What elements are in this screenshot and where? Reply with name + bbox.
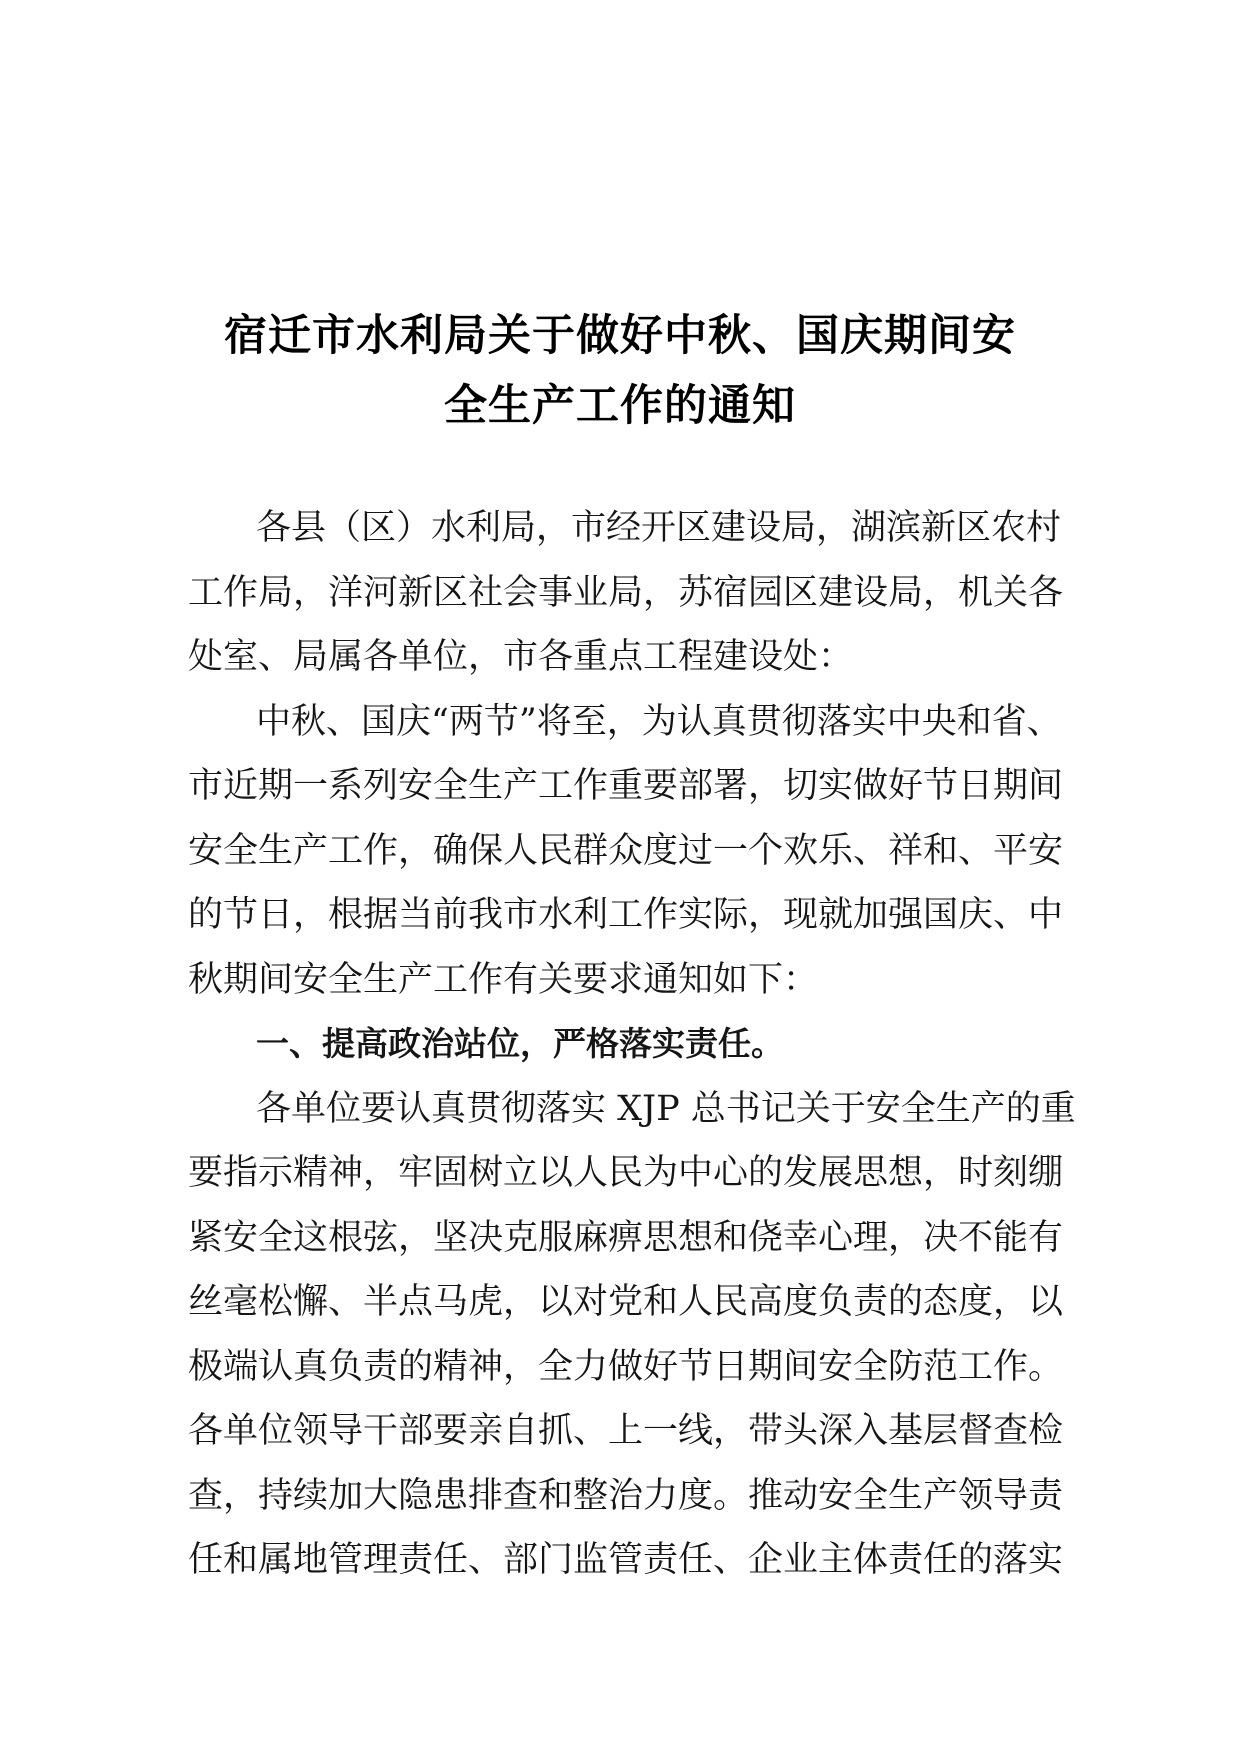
section-paragraph-line: 查，持续加大隐患排查和整治力度。推动安全生产领导责 [188, 1475, 1064, 1516]
salutation-line: 工作局，洋河新区社会事业局，苏宿园区建设局，机关各 [188, 572, 1064, 613]
document-title-line-1: 宿迁市水利局关于做好中秋、国庆期间安 [224, 311, 1016, 361]
section-paragraph-line: 极端认真负责的精神，全力做好节日期间安全防范工作。 [188, 1346, 1064, 1387]
salutation-line: 处室、局属各单位，市各重点工程建设处： [188, 637, 854, 677]
section-paragraph-line: 丝毫松懈、半点马虎，以对党和人民高度负责的态度，以 [188, 1282, 1064, 1322]
intro-paragraph-line: 秋期间安全生产工作有关要求通知如下： [188, 959, 819, 1000]
section-paragraph-line: 要指示精神，牢固树立以人民为中心的发展思想，时刻绷 [188, 1153, 1064, 1193]
document-body [188, 496, 1076, 1593]
document-title-line-2: 全生产工作的通知 [444, 381, 796, 431]
section-paragraph-line: 各单位领导干部要亲自抓、上一线，带头深入基层督查检 [188, 1411, 1064, 1451]
section-heading: 一、提高政治站位，严格落实责任。 [256, 1024, 784, 1063]
intro-paragraph-line: 安全生产工作，确保人民群众度过一个欢乐、祥和、平安 [188, 830, 1064, 871]
section-paragraph-line: 紧安全这根弦，坚决克服麻痹思想和侥幸心理，决不能有 [188, 1217, 1064, 1258]
section-paragraph-line: 任和属地管理责任、部门监管责任、企业主体责任的落实 [188, 1540, 1064, 1580]
intro-paragraph-line: 中秋、国庆“两节”将至，为认真贯彻落实中央和省、 [256, 701, 1062, 742]
intro-paragraph-line: 市近期一系列安全生产工作重要部署，切实做好节日期间 [188, 766, 1064, 806]
section-paragraph-line: 各单位要认真贯彻落实 XJP 总书记关于安全生产的重 [256, 1088, 1076, 1129]
salutation-line: 各县（区）水利局，市经开区建设局，湖滨新区农村 [256, 508, 1062, 548]
intro-paragraph-line: 的节日，根据当前我市水利工作实际，现就加强国庆、中 [188, 895, 1064, 935]
